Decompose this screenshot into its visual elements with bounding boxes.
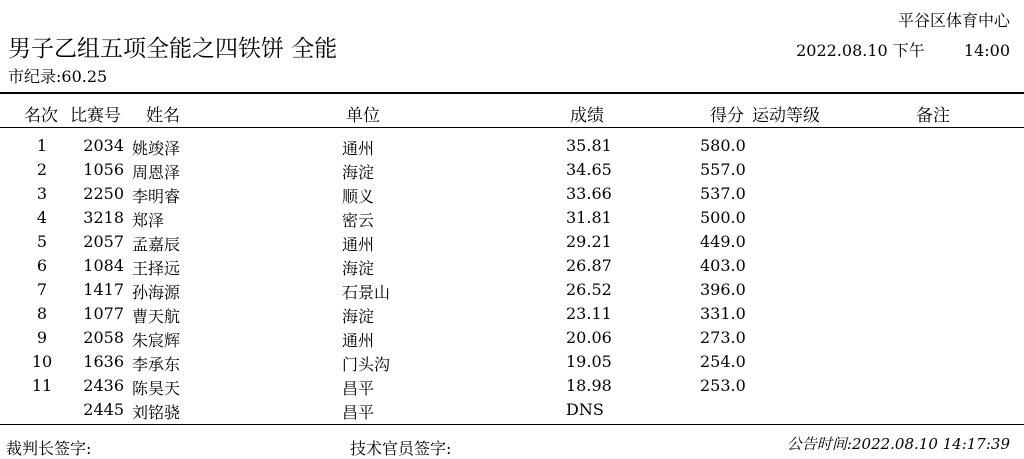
header-bottom-rule <box>0 127 1024 128</box>
points-cell: 580.0 <box>700 136 746 155</box>
bib-cell: 2250 <box>83 184 124 203</box>
table-row <box>0 326 1024 350</box>
points-cell: 331.0 <box>700 304 746 323</box>
table-row <box>0 182 1024 206</box>
athlete-name: 孙海源 <box>132 283 181 302</box>
bib-cell: 2445 <box>83 400 124 419</box>
performance-cell: 35.81 <box>566 136 612 155</box>
table-row <box>0 374 1024 398</box>
rank-cell: 7 <box>36 280 48 299</box>
col-header-performance: 成绩 <box>570 106 604 126</box>
col-header-rank: 名次 <box>24 106 58 126</box>
points-cell: 449.0 <box>700 232 746 251</box>
performance-cell: 23.11 <box>566 304 612 323</box>
athlete-name: 刘铭骁 <box>132 403 181 422</box>
athlete-name: 王择远 <box>132 259 181 278</box>
bib-cell: 1077 <box>83 304 124 323</box>
rank-cell: 11 <box>31 376 53 395</box>
unit-cell: 昌平 <box>342 379 375 398</box>
performance-cell: 20.06 <box>566 328 612 347</box>
athlete-name: 曹天航 <box>132 307 181 326</box>
table-row <box>0 230 1024 254</box>
bib-cell: 1417 <box>83 280 124 299</box>
header-top-rule <box>0 92 1024 94</box>
performance-cell: 19.05 <box>566 352 612 371</box>
col-header-points: 得分 <box>710 106 744 126</box>
event-date: 2022.08.10 <box>796 41 888 60</box>
page-title: 男子乙组五项全能之四铁饼 全能 <box>8 36 338 62</box>
performance-cell: DNS <box>566 400 604 419</box>
athlete-name: 李承东 <box>132 355 181 374</box>
table-row <box>0 302 1024 326</box>
athlete-name: 姚竣泽 <box>132 139 181 158</box>
table-row <box>0 206 1024 230</box>
performance-cell: 34.65 <box>566 160 612 179</box>
bib-cell: 1056 <box>83 160 124 179</box>
publish-time: 公告时间:2022.08.10 14:17:39 <box>786 435 1010 453</box>
unit-cell: 顺义 <box>342 187 375 206</box>
rank-cell: 3 <box>36 184 48 203</box>
city-record: 市纪录:60.25 <box>8 67 108 86</box>
col-header-bib: 比赛号 <box>70 106 121 126</box>
athlete-name: 李明睿 <box>132 187 181 206</box>
bib-cell: 3218 <box>83 208 124 227</box>
unit-cell: 海淀 <box>342 259 375 278</box>
unit-cell: 通州 <box>342 139 375 158</box>
points-cell: 253.0 <box>700 376 746 395</box>
rank-cell: 4 <box>36 208 48 227</box>
table-bottom-rule <box>0 424 1024 425</box>
athlete-name: 周恩泽 <box>132 163 181 182</box>
points-cell: 403.0 <box>700 256 746 275</box>
bib-cell: 1636 <box>83 352 124 371</box>
table-row <box>0 254 1024 278</box>
bib-cell: 2436 <box>83 376 124 395</box>
rank-cell: 10 <box>31 352 53 371</box>
performance-cell: 26.52 <box>566 280 612 299</box>
event-datetime <box>796 38 1010 61</box>
unit-cell: 昌平 <box>342 403 375 422</box>
col-header-unit: 单位 <box>346 106 380 126</box>
points-cell: 537.0 <box>700 184 746 203</box>
performance-cell: 26.87 <box>566 256 612 275</box>
bib-cell: 2058 <box>83 328 124 347</box>
rank-cell: 6 <box>36 256 48 275</box>
points-cell: 273.0 <box>700 328 746 347</box>
table-row <box>0 158 1024 182</box>
event-session: 下午 <box>892 41 925 60</box>
unit-cell: 海淀 <box>342 163 375 182</box>
referee-signature-label: 裁判长签字: <box>6 439 92 458</box>
unit-cell: 海淀 <box>342 307 375 326</box>
table-row <box>0 398 1024 422</box>
points-cell: 557.0 <box>700 160 746 179</box>
event-time: 14:00 <box>963 41 1010 60</box>
unit-cell: 密云 <box>342 211 375 230</box>
venue-name: 平谷区体育中心 <box>897 11 1010 30</box>
athlete-name: 陈昊天 <box>132 379 181 398</box>
athlete-name: 孟嘉辰 <box>132 235 181 254</box>
bib-cell: 2034 <box>83 136 124 155</box>
performance-cell: 31.81 <box>566 208 612 227</box>
col-header-grade: 运动等级 <box>752 106 820 126</box>
points-cell: 396.0 <box>700 280 746 299</box>
rank-cell: 1 <box>36 136 48 155</box>
performance-cell: 18.98 <box>566 376 612 395</box>
col-header-name: 姓名 <box>146 106 180 126</box>
performance-cell: 33.66 <box>566 184 612 203</box>
athlete-name: 郑泽 <box>132 211 165 230</box>
results-table <box>0 134 1024 422</box>
rank-cell: 2 <box>36 160 48 179</box>
athlete-name: 朱宸辉 <box>132 331 181 350</box>
unit-cell: 通州 <box>342 235 375 254</box>
rank-cell: 5 <box>36 232 48 251</box>
unit-cell: 门头沟 <box>342 355 391 374</box>
rank-cell: 8 <box>36 304 48 323</box>
points-cell: 254.0 <box>700 352 746 371</box>
col-header-remarks: 备注 <box>916 106 950 126</box>
bib-cell: 1084 <box>83 256 124 275</box>
unit-cell: 石景山 <box>342 283 391 302</box>
performance-cell: 29.21 <box>566 232 612 251</box>
unit-cell: 通州 <box>342 331 375 350</box>
table-row <box>0 350 1024 374</box>
points-cell: 500.0 <box>700 208 746 227</box>
official-signature-label: 技术官员签字: <box>350 439 452 458</box>
table-row <box>0 134 1024 158</box>
rank-cell: 9 <box>36 328 48 347</box>
bib-cell: 2057 <box>83 232 124 251</box>
table-row <box>0 278 1024 302</box>
